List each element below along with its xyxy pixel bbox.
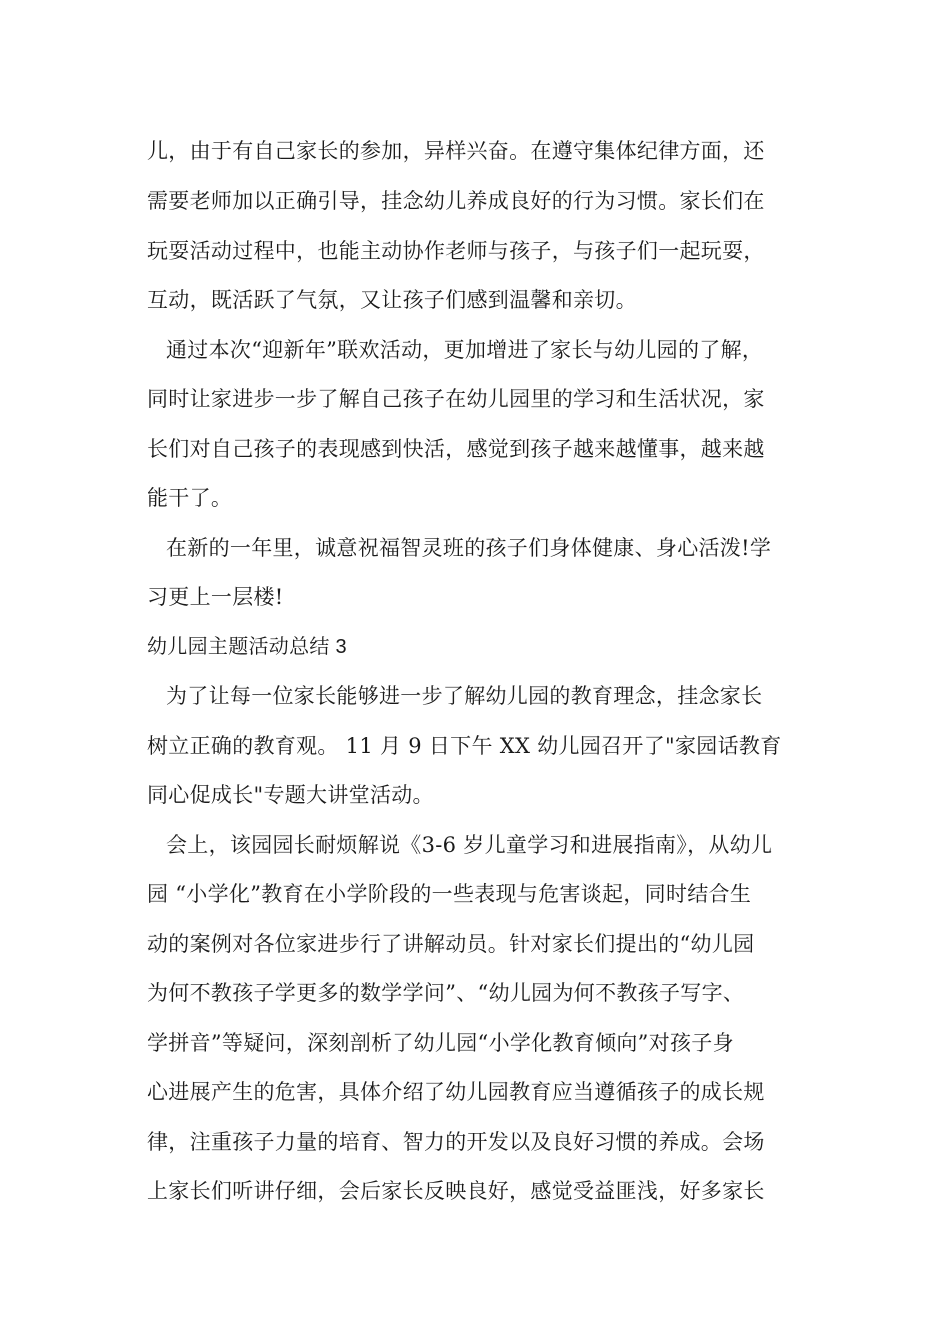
paragraph-line: 长们对自己孩子的表现感到快活，感觉到孩子越来越懂事，越来越 bbox=[147, 437, 765, 461]
paragraph-line: 儿，由于有自己家长的参加，异样兴奋。在遵守集体纪律方面，还 bbox=[147, 139, 765, 163]
paragraph-line: 会上，该园园长耐烦解说《3-6 岁儿童学习和进展指南》，从幼儿 bbox=[166, 833, 773, 857]
paragraph-line: 律，注重孩子力量的培育、智力的开发以及良好习惯的养成。会场 bbox=[147, 1130, 765, 1154]
paragraph-line: 为了让每一位家长能够进一步了解幼儿园的教育理念，挂念家长 bbox=[166, 684, 763, 708]
paragraph-line: 为何不教孩子学更多的数学学问”、“幼儿园为何不教孩子写字、 bbox=[147, 981, 745, 1005]
paragraph-line: 互动，既活跃了气氛，又让孩子们感到温馨和亲切。 bbox=[147, 288, 637, 312]
paragraph-line: 在新的一年里，诚意祝福智灵班的孩子们身体健康、身心活泼!学 bbox=[166, 536, 772, 560]
paragraph-line: 习更上一层楼! bbox=[147, 585, 284, 609]
paragraph-line: 动的案例对各位家进步行了讲解动员。针对家长们提出的“幼儿园 bbox=[147, 932, 755, 956]
paragraph-line: 玩耍活动过程中，也能主动协作老师与孩子，与孩子们一起玩耍， bbox=[147, 239, 765, 263]
paragraph-line: 需要老师加以正确引导，挂念幼儿养成良好的行为习惯。家长们在 bbox=[147, 189, 765, 213]
paragraph-line: 学拼音”等疑问，深刻剖析了幼儿园“小学化教育倾向”对孩子身 bbox=[147, 1031, 734, 1055]
paragraph-line: 能干了。 bbox=[147, 486, 233, 510]
paragraph-line: 同心促成长"专题大讲堂活动。 bbox=[147, 783, 434, 807]
section-heading: 幼儿园主题活动总结 3 bbox=[147, 636, 347, 658]
paragraph-line: 心进展产生的危害，具体介绍了幼儿园教育应当遵循孩子的成长规 bbox=[147, 1080, 765, 1104]
paragraph-line: 同时让家进步一步了解自己孩子在幼儿园里的学习和生活状况，家 bbox=[147, 387, 765, 411]
paragraph-line: 上家长们听讲仔细，会后家长反映良好，感觉受益匪浅，好多家长 bbox=[147, 1179, 765, 1203]
paragraph-line: 通过本次“迎新年”联欢活动，更加增进了家长与幼儿园的了解， bbox=[166, 338, 764, 362]
paragraph-line: 树立正确的教育观。 11 月 9 日下午 XX 幼儿园召开了"家园话教育 bbox=[147, 734, 782, 758]
paragraph-line: 园 “小学化”教育在小学阶段的一些表现与危害谈起，同时结合生 bbox=[147, 882, 752, 906]
